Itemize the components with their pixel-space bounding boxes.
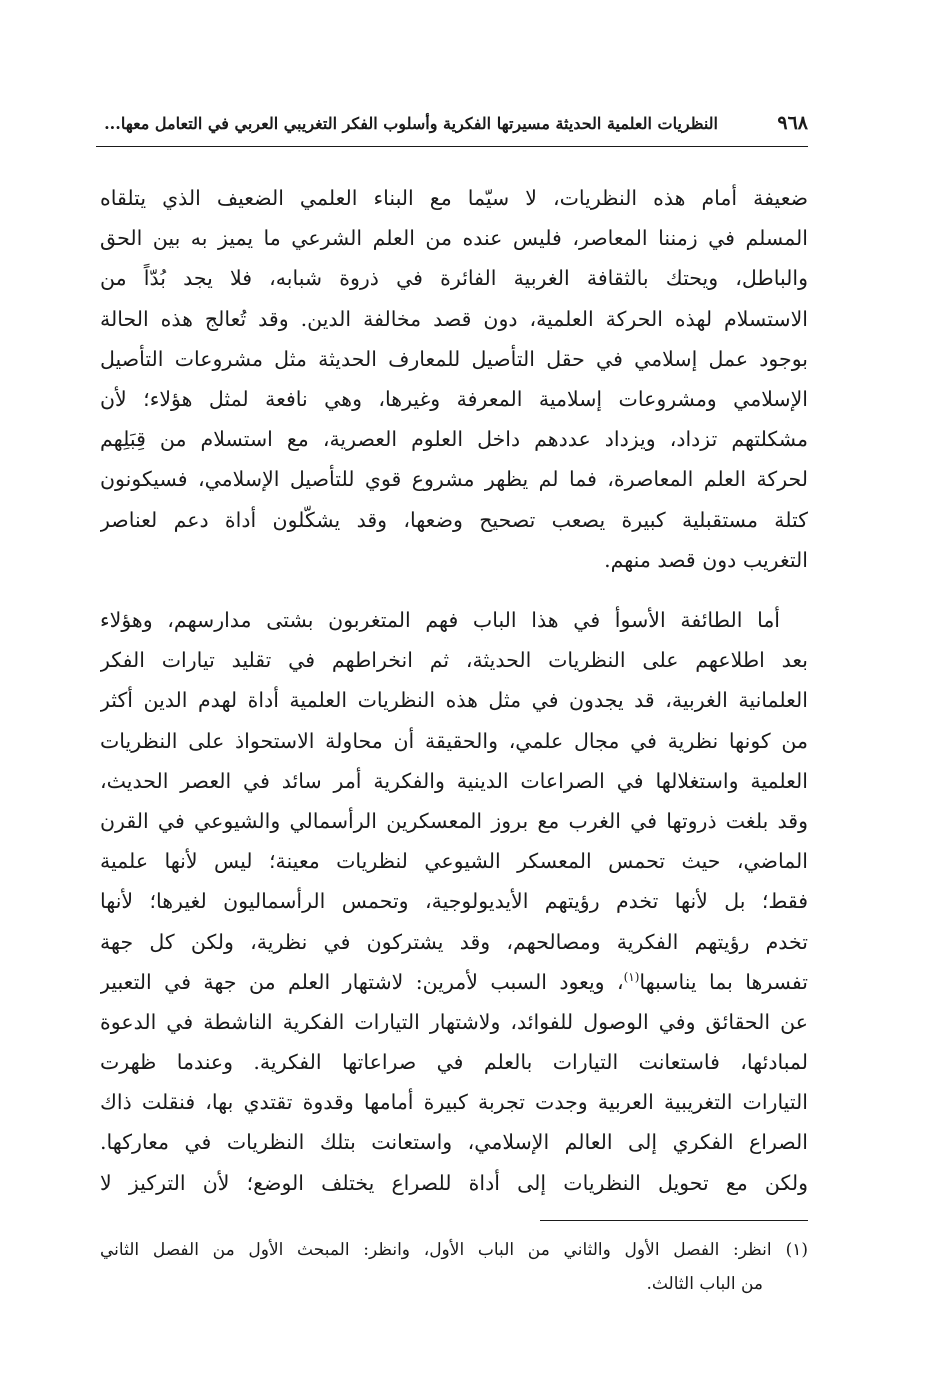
text-line: ضعيفة أمام هذه النظريات، لا سيّما مع البناء العلمي الضعيف الذي يتلقاه [100,186,808,210]
text-line: الاستسلام لهذه الحركة العلمية، دون قصد مخالفة الدين. وقد تُعالج هذه الحالة [100,306,808,331]
text-line: الإسلامي ومشروعات إسلامية المعرفة وغيرها، وهي نافعة لمثل هؤلاء؛ لأن [100,386,808,411]
footnote-line: من الباب الثالث. [646,1274,763,1294]
text-line-with-footnote [100,962,808,1002]
text-line: لحركة العلم المعاصرة، فما لم يظهر مشروع قوي للتأصيل الإسلامي، فسيكونون [100,467,808,492]
footnote-rule [540,1220,808,1221]
text-segment: تفسرها بما يناسبها [639,969,808,994]
text-line: الماضي، حيث تحمس المعسكر الشيوعي لنظريات معينة؛ ليس لأنها علمية [100,849,808,874]
text-line: تخدم رؤيتهم الفكرية ومصالحهم، وقد يشتركون في نظرية، ولكن كل جهة [100,929,808,954]
text-line: وقد بلغت ذروتها في الغرب مع بروز المعسكرين الرأسمالي والشيوعي في القرن [100,808,808,833]
header-rule [96,146,808,147]
text-line: المسلم في زمننا المعاصر، فليس عنده من العلم الشرعي ما يميز به بين الحق [100,226,808,251]
text-line: مشكلتهم تزداد، ويزداد عددهم داخل العلوم العصرية، مع استسلام من قِبَلِهم [100,427,808,452]
text-line: فقط؛ بل لأنها تخدم رؤيتهم الأيديولوجية، وتحمس الرأسماليون لغيرها؛ لأنها [100,889,808,914]
text-line: العلمية واستغلالها في الصراعات الدينية والفكرية أمر سائد في العصر الحديث، [100,768,808,793]
footnote [100,1233,808,1301]
text-line: بوجود عمل إسلامي في حقل التأصيل للمعارف الحديثة مثل مشروعات التأصيل [100,346,808,371]
text-line: ولكن مع تحويل النظريات إلى أداة للصراع يختلف الوضع؛ لأن التركيز لا [100,1170,808,1195]
text-line: التيارات التغريبية العربية وجدت تجربة كبيرة أمامها وقدوة تقتدي بها، فنقلت ذاك [100,1090,808,1115]
running-title: النظريات العلمية الحديثة مسيرتها الفكرية وأسلوب الفكر التغريبي العربي في التعامل معها... [104,114,718,133]
page-number: ٩٦٨ [777,112,808,134]
text-line: الصراع الفكري إلى العالم الإسلامي، واستعانت بتلك النظريات في معاركها. [100,1130,808,1155]
footnote-line [100,1233,808,1267]
text-line: عن الحقائق وفي الوصول للفوائد، ولاشتهار التيارات الفكرية الناشطة في الدعوة [100,1009,808,1034]
text-line: أما الطائفة الأسوأ في هذا الباب فهم المتغربون بشتى مدارسهم، وهؤلاء [100,608,780,632]
running-header [96,104,808,140]
paragraph-2 [100,600,808,1203]
text-line: من كونها نظرية في مجال علمي، والحقيقة أن محاولة الاستحواذ على النظريات [100,728,808,753]
paragraph-1 [100,178,808,580]
text-line: بعد اطلاعهم على النظريات الحديثة، ثم انخراطهم في تقليد تيارات الفكر [100,648,808,673]
text-segment: ، ويعود السبب لأمرين: لاشتهار العلم من جهة في التعبير [100,969,624,994]
text-line: العلمانية الغربية، قد يجدون في مثل هذه النظريات العلمية أداة لهدم الدين أكثر [100,688,808,713]
footnote-text: انظر: الفصل الأول والثاني من الباب الأول، وانظر: المبحث الأول من الفصل الثاني [100,1240,772,1260]
text-line: التغريب دون قصد منهم. [604,547,808,572]
text-line: لمبادئها، فاستعانت التيارات بالعلم في صراعاتها الفكرية. وعندما ظهرت [100,1050,808,1075]
text-line: كتلة مستقبلية كبيرة يصعب تصحيح وضعها، وقد يشكّلون أداة دعم لعناصر [100,507,808,532]
text-line: والباطل، ويحتك بالثقافة الغربية الفائرة في ذروة شبابه، فلا يجد بُدّاً من [100,266,808,291]
footnote-marker: (١) [785,1240,808,1260]
footnote-reference[interactable]: (١) [623,969,640,984]
